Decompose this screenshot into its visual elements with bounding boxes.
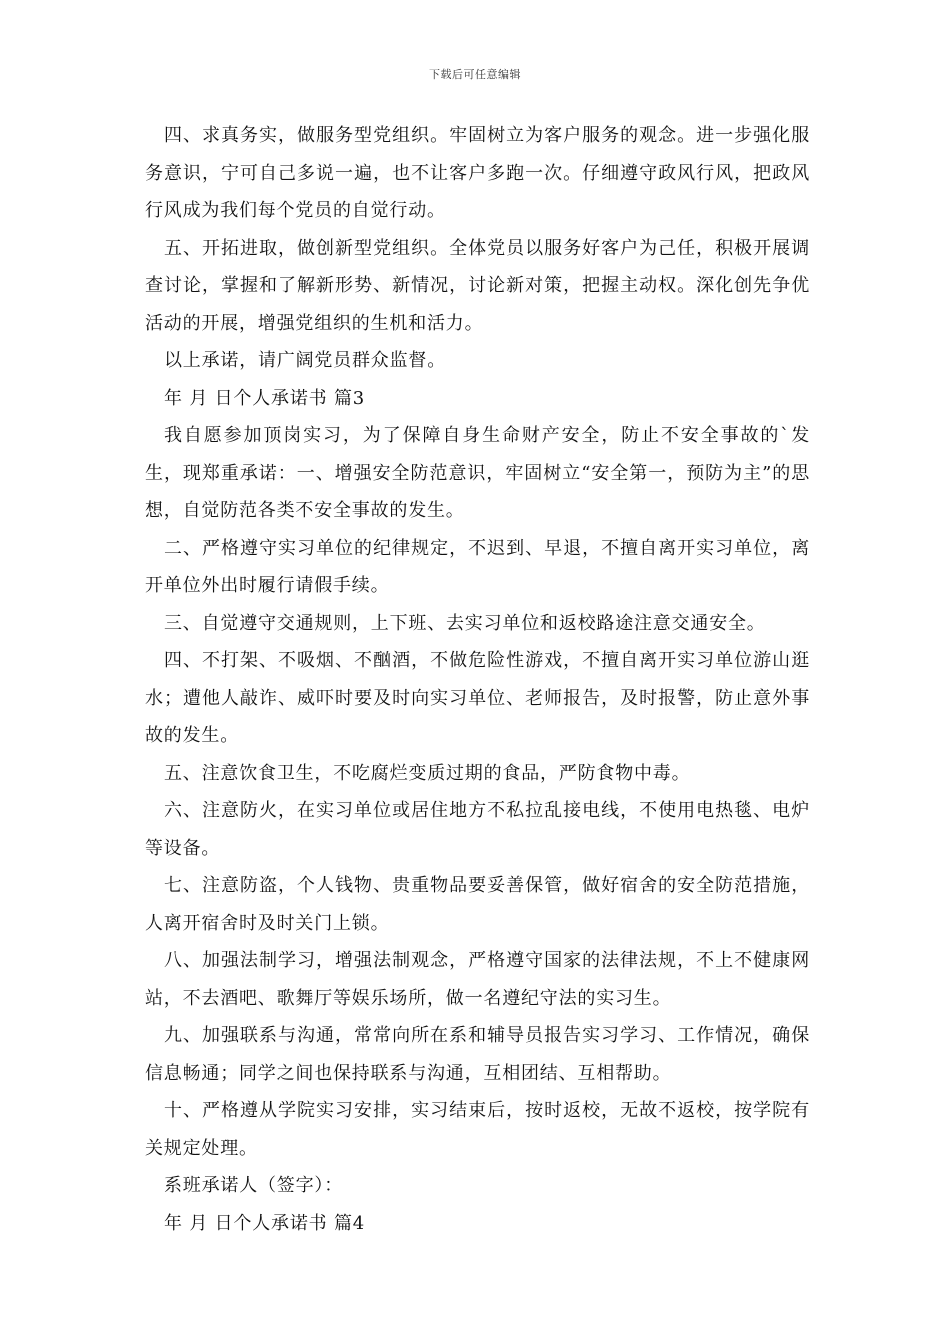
paragraph: 二、严格遵守实习单位的纪律规定，不迟到、早退，不擅自离开实习单位，离开单位外出时履行请假手续。 xyxy=(145,537,810,596)
paragraph: 九、加强联系与沟通，常常向所在系和辅导员报告实习学习、工作情况，确保信息畅通；同学之间也保持联系与沟通，互相团结、互相帮助。 xyxy=(145,1025,810,1084)
paragraph: 五、开拓进取，做创新型党组织。全体党员以服务好客户为己任，积极开展调查讨论，掌握和了解新形势、新情况，讨论新对策，把握主动权。深化创先争优活动的开展，增强党组织的生机和活力。 xyxy=(145,237,810,334)
paragraph: 七、注意防盗，个人钱物、贵重物品要妥善保管，做好宿舍的安全防范措施，人离开宿舍时及时关门上锁。 xyxy=(145,875,810,934)
signature-line: 系班承诺人（签字）： xyxy=(164,1175,343,1196)
section-heading: 年 月 日个人承诺书 篇4 xyxy=(164,1212,366,1234)
paragraph: 我自愿参加顶岗实习，为了保障自身生命财产安全，防止不安全事故的`发生，现郑重承诺：一、增强安全防范意识，牢固树立“安全第一，预防为主”的思想，自觉防范各类不安全事故的发生。 xyxy=(145,425,810,521)
paragraph: 四、求真务实，做服务型党组织。牢固树立为客户服务的观念。进一步强化服务意识，宁可自己多说一遍，也不让客户多跑一次。仔细遵守政风行风，把政风行风成为我们每个党员的自觉行动。 xyxy=(145,125,810,221)
paragraph: 十、严格遵从学院实习安排，实习结束后，按时返校，无故不返校，按学院有关规定处理。 xyxy=(145,1100,810,1159)
paragraph: 以上承诺，请广阔党员群众监督。 xyxy=(164,350,446,371)
paragraph: 六、注意防火，在实习单位或居住地方不私拉乱接电线，不使用电热毯、电炉等设备。 xyxy=(145,800,810,859)
document-body xyxy=(145,117,810,1242)
paragraph: 四、不打架、不吸烟、不酗酒，不做危险性游戏，不擅自离开实习单位游山逛水；遭他人敲诈、威吓时要及时向实习单位、老师报告，及时报警，防止意外事故的发生。 xyxy=(145,650,810,746)
page-header: 下载后可任意编辑 xyxy=(429,68,521,81)
paragraph: 五、注意饮食卫生，不吃腐烂变质过期的食品，严防食物中毒。 xyxy=(164,762,691,784)
paragraph: 八、加强法制学习，增强法制观念，严格遵守国家的法律法规，不上不健康网站，不去酒吧、歌舞厅等娱乐场所，做一名遵纪守法的实习生。 xyxy=(145,950,810,1009)
paragraph: 三、自觉遵守交通规则，上下班、去实习单位和返校路途注意交通安全。 xyxy=(164,612,766,634)
section-heading: 年 月 日个人承诺书 篇3 xyxy=(164,387,366,409)
